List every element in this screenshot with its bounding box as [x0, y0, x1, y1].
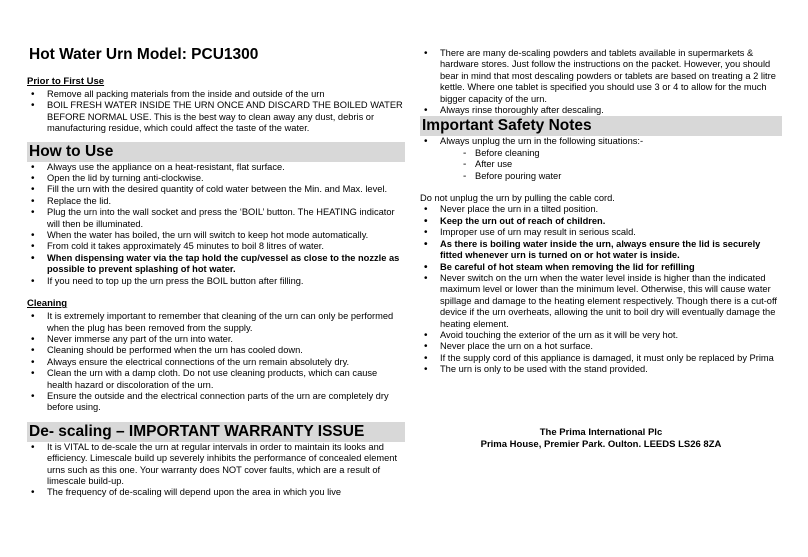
- cleaning-list: [27, 311, 405, 414]
- list-item: • Always use the appliance on a heat-resistant, flat surface.: [27, 162, 405, 173]
- left-column: [27, 45, 405, 499]
- document-title: Hot Water Urn Model: PCU1300: [29, 46, 259, 63]
- list-item: • Always unplug the urn in the following situations:-: [420, 136, 782, 147]
- list-item: • Open the lid by turning anti-clockwise.: [27, 173, 405, 184]
- list-item: • BOIL FRESH WATER INSIDE THE URN ONCE AND DISCARD THE BOILED WATER BEFORE NORMAL USE. This is the best way to clean away any dust, debris or manufacturing residue, which could affect the taste of the water.: [27, 100, 405, 134]
- list-item: • If you need to top up the urn press the BOIL button after filling.: [27, 276, 405, 287]
- list-item: • Never place the urn in a tilted position.: [420, 204, 782, 215]
- unplug-situation: - Before cleaning: [420, 148, 782, 159]
- right-column: [420, 48, 782, 376]
- list-item: • As there is boiling water inside the urn, always ensure the lid is securely fitted whenever urn is turned on or hot water is inside.: [420, 239, 782, 262]
- list-item: • Ensure the outside and the electrical connection parts of the urn are completely dry before using.: [27, 391, 405, 414]
- list-item: • Always rinse thoroughly after descaling.: [420, 105, 782, 116]
- descaling-list: [27, 442, 405, 499]
- list-item: • Keep the urn out of reach of children.: [420, 216, 782, 227]
- descaling-heading: De- scaling – IMPORTANT WARRANTY ISSUE: [27, 422, 405, 442]
- list-item: • The frequency of de-scaling will depend upon the area in which you live: [27, 487, 405, 498]
- list-item: • The urn is only to be used with the stand provided.: [420, 364, 782, 375]
- list-item: • Improper use of urn may result in serious scald.: [420, 227, 782, 238]
- list-item: • Cleaning should be performed when the urn has cooled down.: [27, 345, 405, 356]
- descaling-continued-list: [420, 48, 782, 116]
- unplug-list: [420, 136, 782, 182]
- list-item: • Always ensure the electrical connections of the urn remain absolutely dry.: [27, 357, 405, 368]
- unplug-situation: - After use: [420, 159, 782, 170]
- company-footer: [420, 427, 782, 451]
- company-name: The Prima International Plc: [539, 427, 663, 438]
- list-item: • It is extremely important to remember that cleaning of the urn can only be performed when the plug has been removed from the supply.: [27, 311, 405, 334]
- list-item: • Remove all packing materials from the inside and outside of the urn: [27, 89, 405, 100]
- company-address: Prima House, Premier Park. Oulton. LEEDS LS26 8ZA: [480, 439, 722, 450]
- list-item: • Never immerse any part of the urn into water.: [27, 334, 405, 345]
- list-item: • From cold it takes approximately 45 minutes to boil 8 litres of water.: [27, 241, 405, 252]
- list-item: • When dispensing water via the tap hold the cup/vessel as close to the nozzle as possible to prevent splashing of hot water.: [27, 253, 405, 276]
- safety-notes-heading: Important Safety Notes: [420, 116, 782, 136]
- list-item: • Fill the urn with the desired quantity of cold water between the Min. and Max. level.: [27, 184, 405, 195]
- how-to-use-list: [27, 162, 405, 287]
- list-item: • Never place the urn on a hot surface.: [420, 341, 782, 352]
- list-item: • Replace the lid.: [27, 196, 405, 207]
- cord-note: Do not unplug the urn by pulling the cable cord.: [420, 193, 615, 204]
- list-item: • Never switch on the urn when the water level inside is higher than the indicated maximum level or lower than the minimum level. Otherwise, this will cause water spillage and damage to the heating element respectively. Though there is a cut-off device if the urn overheats, allowing the unit to boil dry will eventually damage the heating element.: [420, 273, 782, 330]
- list-item: • Be careful of hot steam when removing the lid for refilling: [420, 262, 782, 273]
- unplug-situation: - Before pouring water: [420, 171, 782, 182]
- list-item: • If the supply cord of this appliance is damaged, it must only be replaced by Prima: [420, 353, 782, 364]
- prior-to-first-use-list: [27, 89, 405, 135]
- list-item: • Avoid touching the exterior of the urn as it will be very hot.: [420, 330, 782, 341]
- list-item: • Plug the urn into the wall socket and press the ‘BOIL’ button. The HEATING indicator will then be illuminated.: [27, 207, 405, 230]
- list-item: • When the water has boiled, the urn will switch to keep hot mode automatically.: [27, 230, 405, 241]
- how-to-use-heading: How to Use: [27, 142, 405, 162]
- list-item: • Clean the urn with a damp cloth. Do not use cleaning products, which can cause health hazard or discoloration of the urn.: [27, 368, 405, 391]
- cleaning-heading: Cleaning: [27, 298, 68, 310]
- list-item: • It is VITAL to de-scale the urn at regular intervals in order to maintain its looks and efficiency. Limescale build up severely inhibits the performance of concealed element urns such as this one. Your warranty does NOT cover faults, which are a result of limescale build-up.: [27, 442, 405, 488]
- prior-to-first-use-heading: Prior to First Use: [27, 76, 105, 87]
- safety-list: [420, 204, 782, 375]
- list-item: • There are many de-scaling powders and tablets available in supermarkets & hardware stores. Just follow the instructions on the packet. However, you should bear in mind that most descaling powders or tablets are based on treating a 2 litre kettle. Where one tablet is specified you should use 3 or 4 to allow for the much bigger capacity of the urn.: [420, 48, 782, 105]
